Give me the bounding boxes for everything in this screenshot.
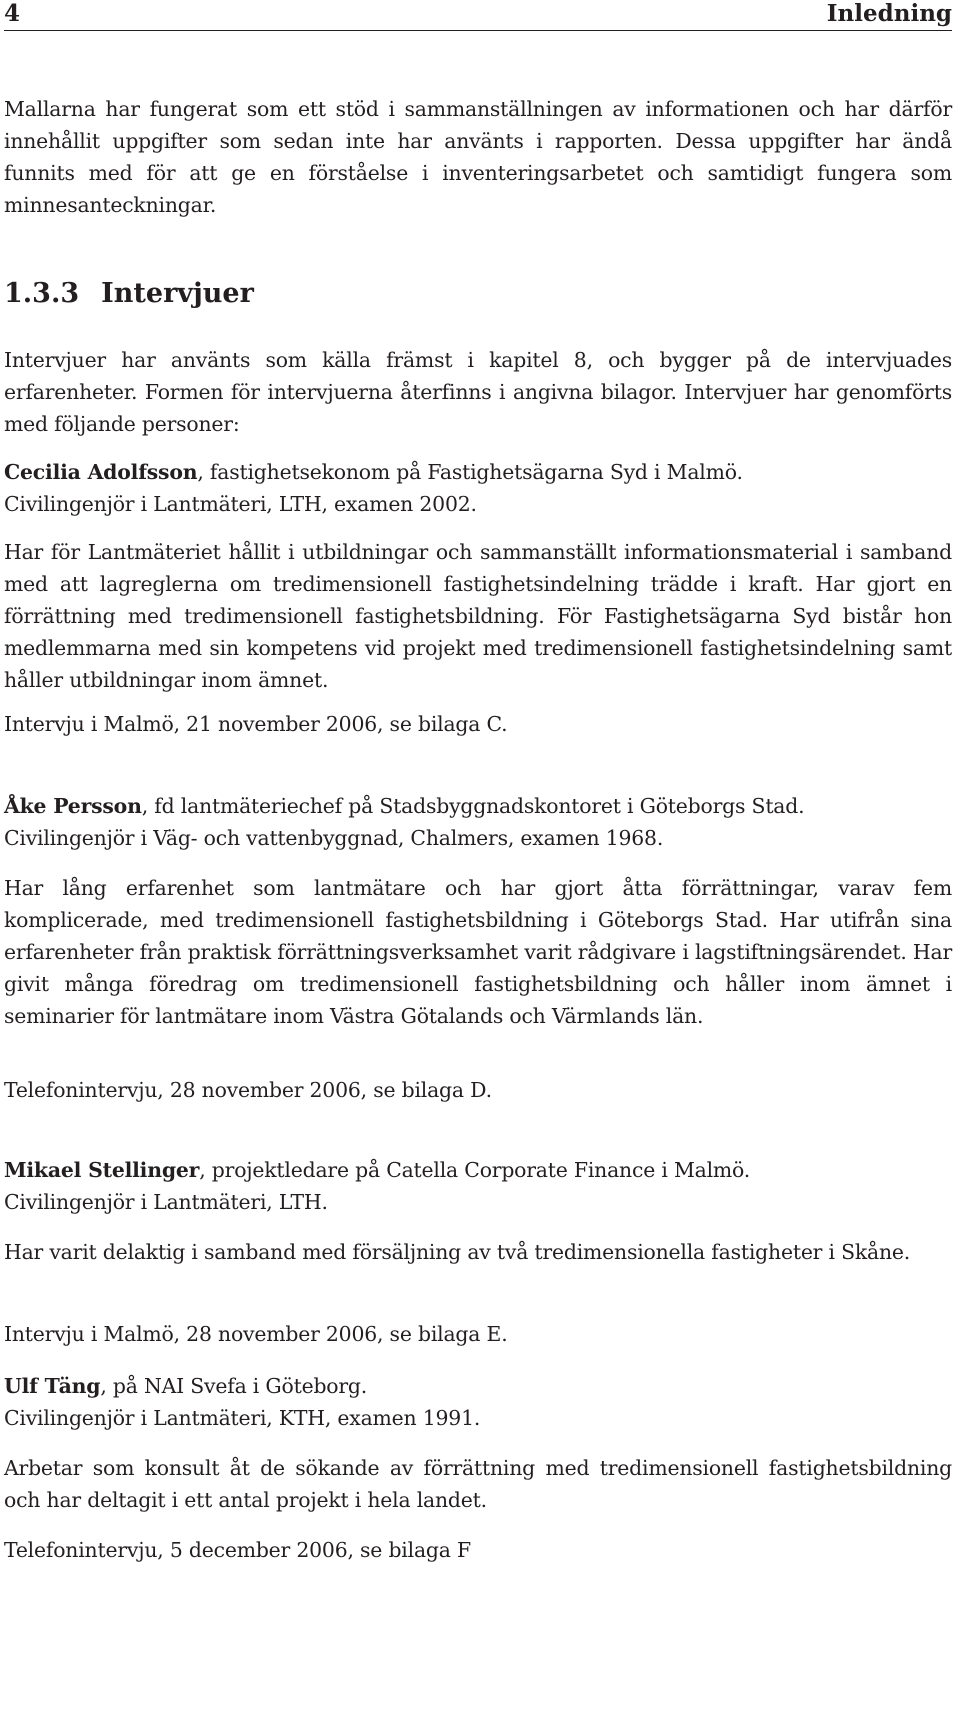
person-role: , på NAI Svefa i Göteborg.	[100, 1374, 368, 1398]
interview-entry	[4, 456, 952, 520]
interview-reference-block	[4, 1074, 952, 1106]
interview-heading	[4, 456, 952, 488]
person-education: Civilingenjör i Lantmäteri, KTH, examen 1991.	[4, 1406, 481, 1430]
interview-description-block	[4, 1236, 952, 1268]
interview-reference: Telefonintervju, 28 november 2006, se bilaga D.	[4, 1078, 492, 1102]
interview-entry	[4, 790, 952, 854]
person-name: Mikael Stellinger	[4, 1158, 200, 1182]
interview-heading	[4, 1370, 952, 1402]
interview-reference: Telefonintervju, 5 december 2006, se bilaga F	[4, 1538, 471, 1562]
person-education: Civilingenjör i Lantmäteri, LTH, examen 2002.	[4, 492, 477, 516]
section-heading	[4, 277, 952, 311]
section-number: 1.3.3	[4, 278, 80, 309]
interview-reference: Intervju i Malmö, 21 november 2006, se bilaga C.	[4, 712, 508, 736]
person-name: Ulf Täng	[4, 1374, 101, 1398]
person-education: Civilingenjör i Väg- och vattenbyggnad, Chalmers, examen 1968.	[4, 826, 664, 850]
interview-entry	[4, 1370, 952, 1434]
intro-paragraph: Mallarna har fungerat som ett stöd i sammanställningen av informationen och har därför innehållit uppgifter som sedan inte har använts i rapporten. Dessa uppgifter har ändå funnits med för att ge en förståelse i inventeringsarbetet och samtidigt fungera som minnesanteckningar.	[4, 97, 952, 217]
person-description: Har varit delaktig i samband med försäljning av två tredimensionella fastigheter i Skåne.	[4, 1240, 911, 1264]
running-header	[4, 0, 952, 31]
document-page	[4, 0, 952, 1724]
person-role: , projektledare på Catella Corporate Finance i Malmö.	[199, 1158, 751, 1182]
person-education: Civilingenjör i Lantmäteri, LTH.	[4, 1190, 328, 1214]
interview-entry	[4, 1154, 952, 1218]
person-name: Cecilia Adolfsson	[4, 460, 198, 484]
interview-description-block	[4, 536, 952, 696]
interview-reference-block	[4, 1534, 952, 1566]
interview-heading	[4, 790, 952, 822]
interview-description-block	[4, 872, 952, 1032]
person-description: Har för Lantmäteriet hållit i utbildningar och sammanställt informationsmaterial i samband med att lagreglerna om tredimensionell fastighetsindelning trädde i kraft. Har gjort en förrättning med tredimensionell fastighetsbildning. För Fastighetsägarna Syd bistår hon medlemmarna med sin kompetens vid projekt med tredimensionell fastighetsindelning samt håller utbildningar inom ämnet.	[4, 540, 952, 692]
interview-description-block	[4, 1452, 952, 1516]
section-title: Intervjuer	[101, 278, 254, 309]
interview-heading	[4, 1154, 952, 1186]
section-intro-block	[4, 344, 952, 440]
person-role: , fastighetsekonom på Fastighetsägarna Syd i Malmö.	[197, 460, 743, 484]
person-description: Har lång erfarenhet som lantmätare och har gjort åtta förrättningar, varav fem komplicerade, med tredimensionell fastighetsbildning i Göteborgs Stad. Har utifrån sina erfarenheter från praktisk förrättningsverksamhet varit rådgivare i lagstiftningsärendet. Har givit många föredrag om tredimensionell fastighetsbildning och håller inom ämnet i seminarier för lantmätare inom Västra Götalands och Värmlands län.	[4, 876, 952, 1028]
intro-paragraph-block	[4, 93, 952, 221]
interview-reference-block	[4, 708, 952, 740]
person-name: Åke Persson	[4, 794, 142, 818]
chapter-title: Inledning	[826, 0, 952, 27]
interview-reference-block	[4, 1318, 952, 1350]
person-description: Arbetar som konsult åt de sökande av förrättning med tredimensionell fastighetsbildning och har deltagit i ett antal projekt i hela landet.	[4, 1456, 952, 1512]
page-number: 4	[4, 0, 21, 27]
person-role: , fd lantmäteriechef på Stadsbyggnadskontoret i Göteborgs Stad.	[141, 794, 805, 818]
interview-reference: Intervju i Malmö, 28 november 2006, se bilaga E.	[4, 1322, 508, 1346]
section-intro-paragraph: Intervjuer har använts som källa främst i kapitel 8, och bygger på de intervjuades erfarenheter. Formen för intervjuerna återfinns i angivna bilagor. Intervjuer har genomförts med följande personer:	[4, 348, 952, 436]
